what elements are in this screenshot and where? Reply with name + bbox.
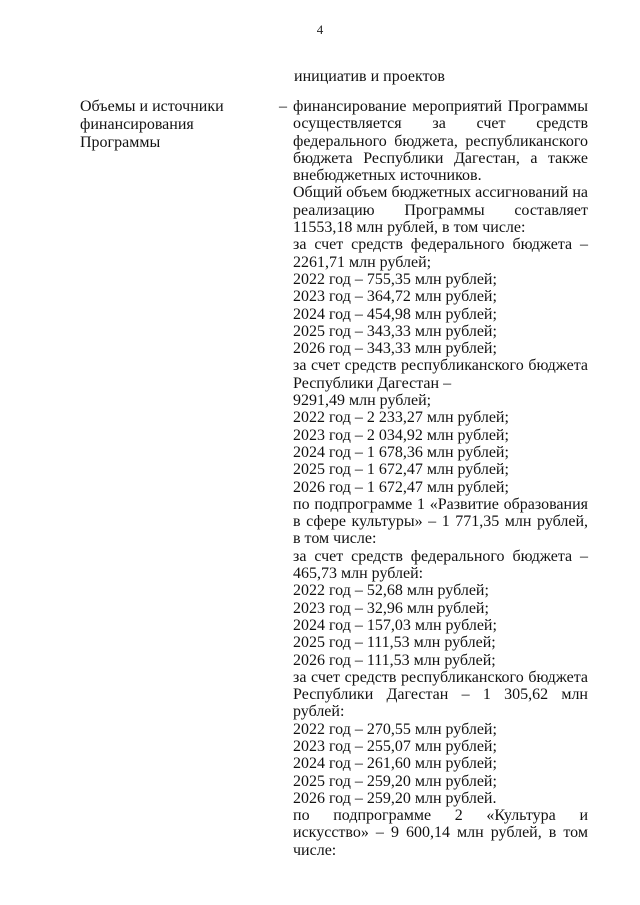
sub1-federal-year-line: 2026 год – 111,53 млн рублей; [293,651,496,669]
sub1-federal-year-line: 2023 год – 32,96 млн рублей; [293,599,489,617]
sub1-federal-year-line: 2025 год – 111,53 млн рублей; [293,634,496,652]
paragraph-funding-sources: финансирование мероприятий Программы осуществляется за счет средств федерального бюджета, республиканского бюджета Республики Дагестан, а также внебюджетных источников. [293,98,588,185]
republic-total: 9291,49 млн рублей; [293,392,432,410]
republic-year-line: 2022 год – 2 233,27 млн рублей; [293,409,509,427]
republic-year-line: 2024 год – 1 678,36 млн рублей; [293,443,509,461]
sub1-federal-year-line: 2024 год – 157,03 млн рублей; [293,616,497,634]
sub1-republic-year-line: 2026 год – 259,20 млн рублей. [293,789,497,807]
paragraph-sub1-federal: за счет средств федерального бюджета – 465,73 млн рублей: [293,547,588,583]
republic-year-line: 2025 год – 1 672,47 млн рублей; [293,461,509,479]
paragraph-federal-total: за счет средств федерального бюджета – 2261,71 млн рублей; [293,236,588,271]
federal-year-line: 2026 год – 343,33 млн рублей; [293,340,497,358]
sub1-federal-year-line: 2022 год – 52,68 млн рублей; [293,582,489,600]
paragraph-subprogram-2: по подпрограмме 2 «Культура и искусство» – 9 600,14 млн рублей, в том числе: [293,807,588,859]
republic-year-line: 2026 год – 1 672,47 млн рублей; [293,478,509,496]
paragraph-total-budget: Общий объем бюджетных ассигнований на реализацию Программы составляет 11553,18 млн рублей, в том числе: [293,184,588,237]
federal-year-line: 2024 год – 454,98 млн рублей; [293,305,497,323]
sub1-republic-year-line: 2024 год – 261,60 млн рублей; [293,755,497,773]
paragraph-sub1-republic: за счет средств республиканского бюджета Республики Дагестан – 1 305,62 млн рублей: [293,668,588,721]
sub1-republic-year-line: 2022 год – 270,55 млн рублей; [293,720,497,738]
sub1-republic-year-line: 2023 год – 255,07 млн рублей; [293,737,497,755]
sub1-republic-year-line: 2025 год – 259,20 млн рублей; [293,772,497,790]
federal-year-line: 2022 год – 755,35 млн рублей; [293,270,497,288]
federal-year-line: 2023 год – 364,72 млн рублей; [293,288,497,306]
page-number: 4 [316,22,324,37]
federal-year-line: 2025 год – 343,33 млн рублей; [293,322,497,340]
section-label: Объемы и источники финансирования Программы [80,98,224,151]
paragraph-republic-intro: за счет средств республиканского бюджета Республики Дагестан – [293,357,588,392]
republic-year-line: 2023 год – 2 034,92 млн рублей; [293,426,509,444]
funding-description [293,98,588,859]
paragraph-subprogram-1: по подпрограмме 1 «Развитие образования в сфере культуры» – 1 771,35 млн рублей, в том числе: [293,495,588,548]
separator-dash: – [279,98,287,115]
continued-text: инициатив и проектов [294,68,445,85]
